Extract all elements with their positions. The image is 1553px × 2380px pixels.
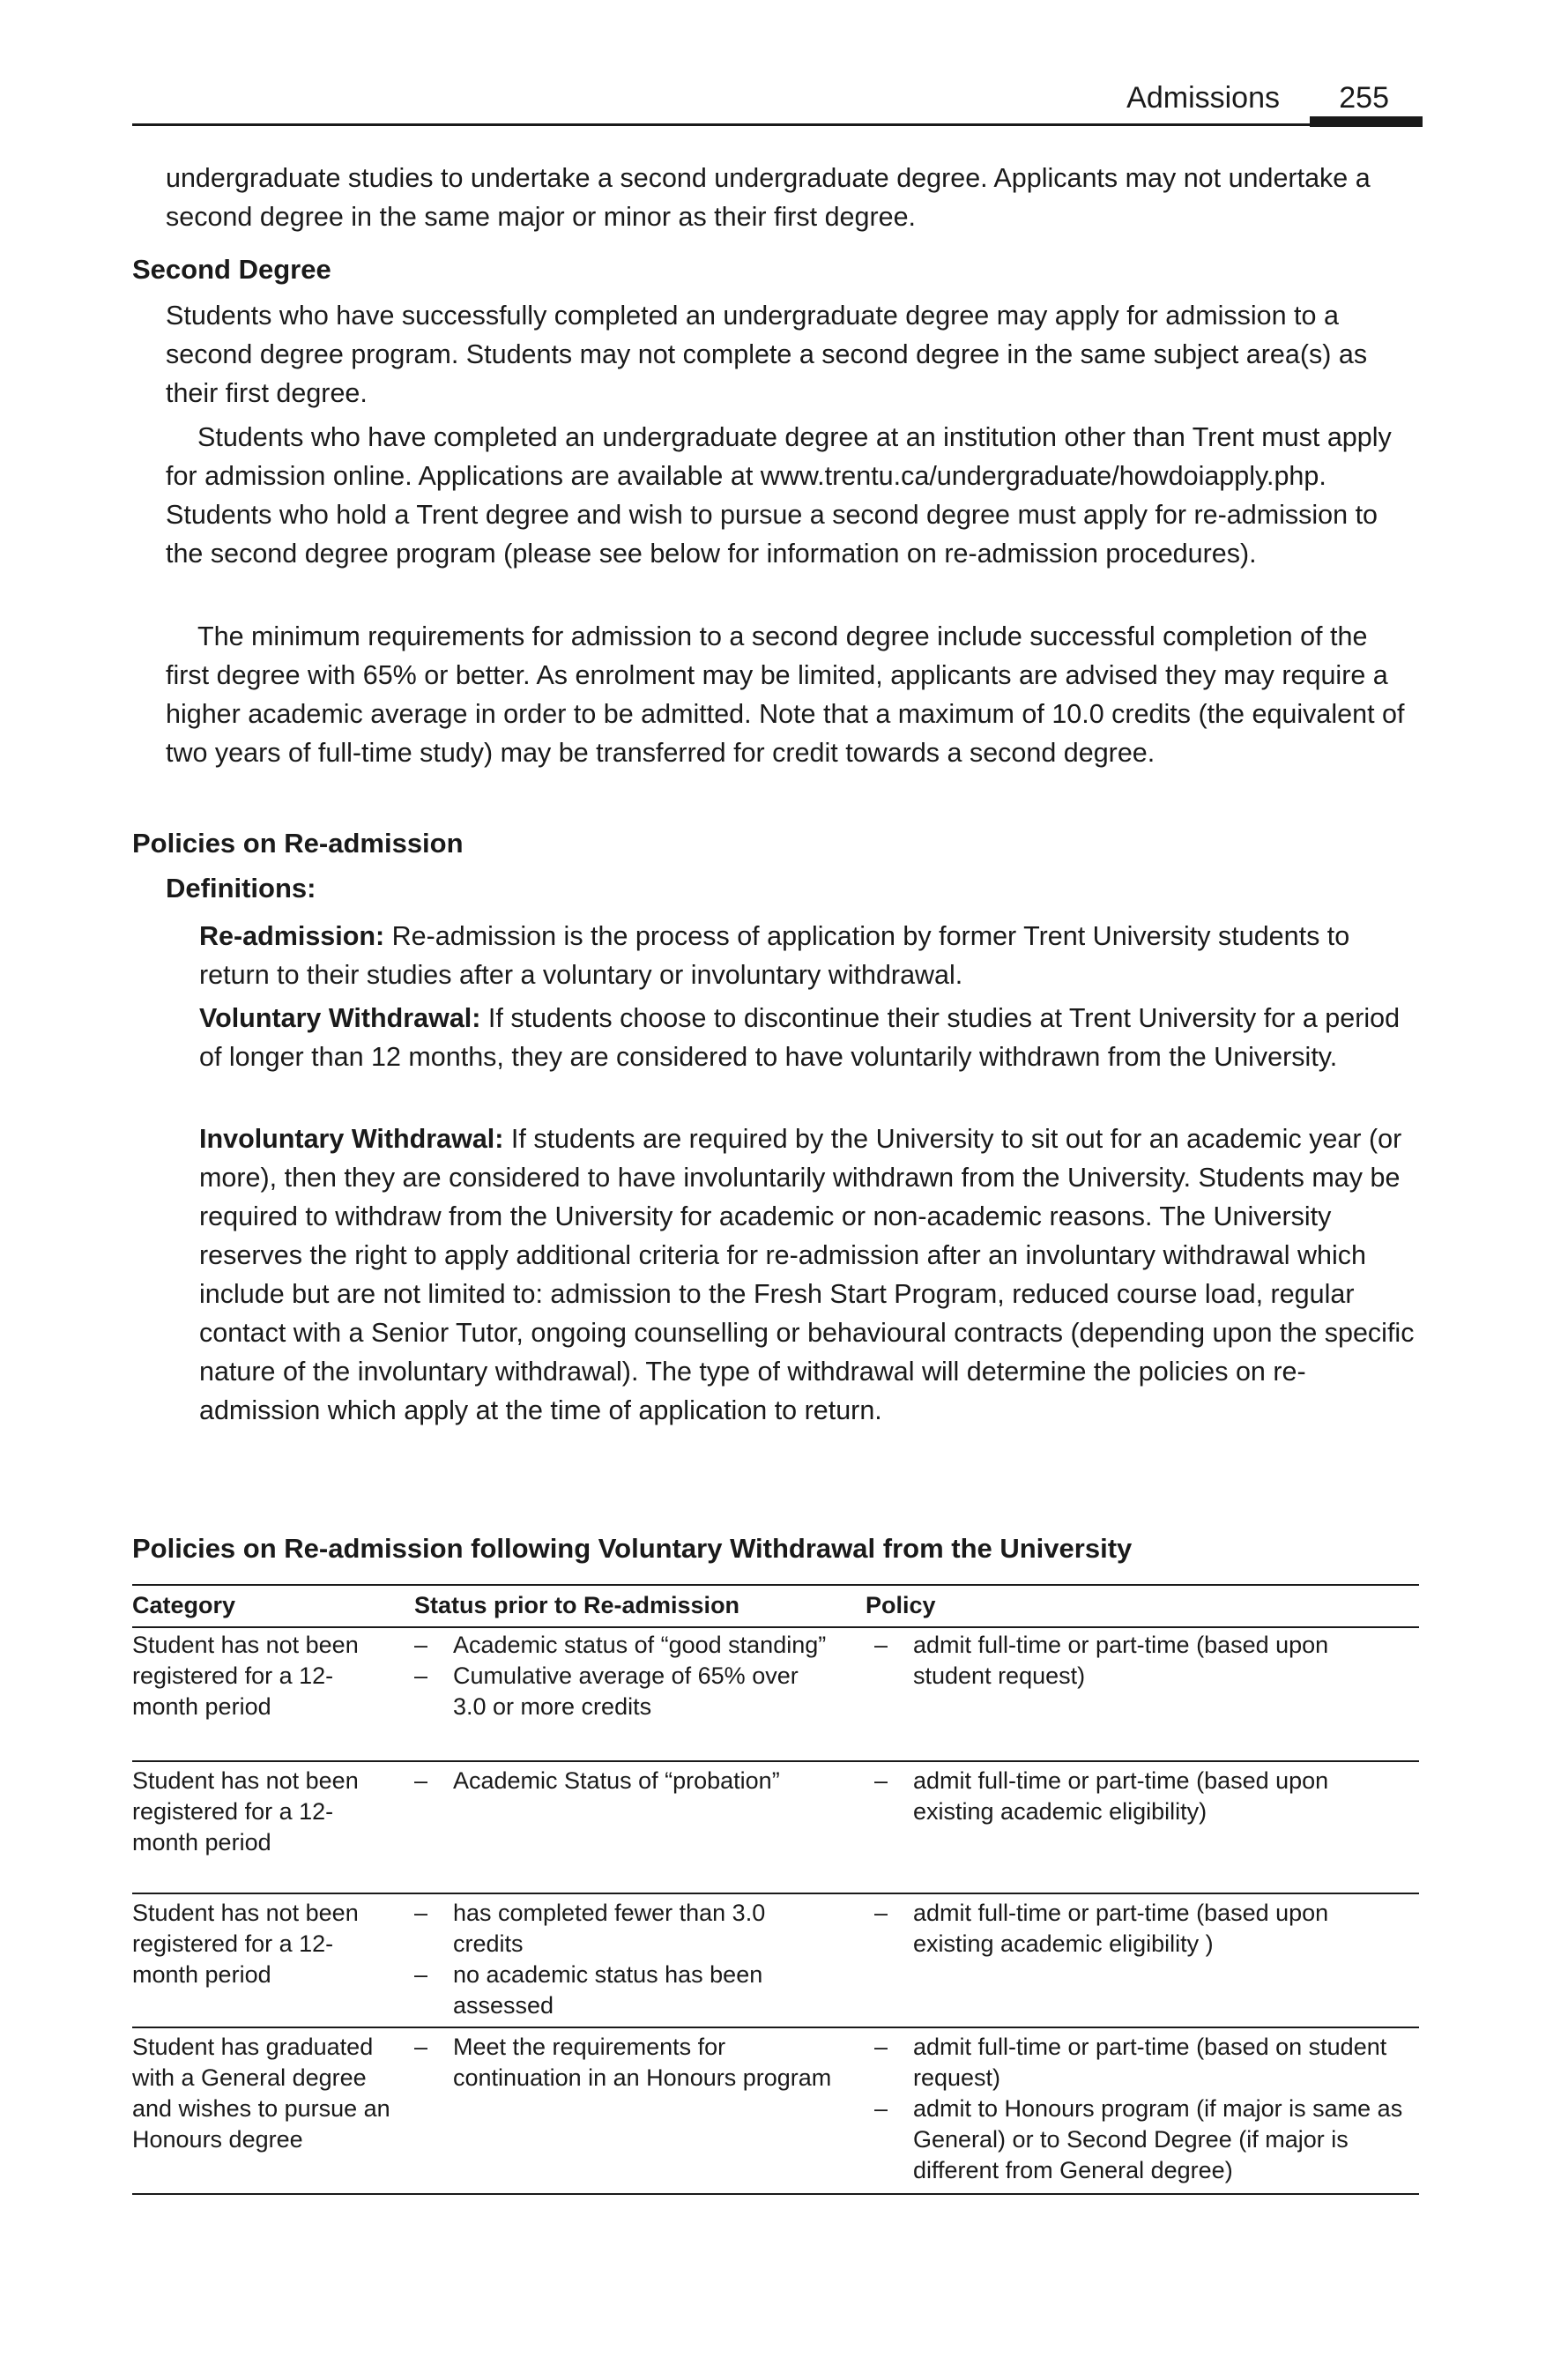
table-header-row bbox=[132, 1584, 1419, 1628]
intro-paragraph: undergraduate studies to undertake a second undergraduate degree. Applicants may not undertake a second degree in the same major or minor as their first degree. bbox=[166, 163, 1371, 232]
cell-policy bbox=[874, 1630, 1419, 1692]
definition-involuntary-withdrawal bbox=[199, 1119, 1416, 1430]
header-section-title: Admissions bbox=[1126, 81, 1280, 115]
cell-status bbox=[414, 1630, 866, 1722]
cell-policy bbox=[874, 1898, 1419, 1960]
status-item: – Meet the requirements for continuation in an Honours program bbox=[414, 2034, 832, 2091]
cell-category: Student has not been registered for a 12-month period bbox=[132, 1632, 359, 1720]
definitions-subheading: Definitions: bbox=[166, 873, 316, 904]
second-degree-paragraph-3: The minimum requirements for admission to a second degree include successful completion of the first degree with 65% or better. As enrolment may be limited, applicants are advised they may require a higher academic average in order to be admitted. Note that a maximum of 10.0 credits (the equivalent of two years of full-time study) may be transferred for credit towards a second degree. bbox=[166, 621, 1405, 768]
cell-policy bbox=[874, 2032, 1419, 2186]
header-tab-bar bbox=[1310, 116, 1423, 127]
definition-text: If students choose to discontinue their studies at Trent University for a period of longer than 12 months, they are considered to have voluntarily withdrawn from the University. bbox=[199, 1003, 1401, 1072]
definition-term: Re-admission: bbox=[199, 921, 385, 951]
cell-category: Student has not been registered for a 12-month period bbox=[132, 1900, 359, 1988]
policy-item: – admit to Honours program (if major is same as General) or to Second Degree (if major is different from General degree) bbox=[874, 2095, 1403, 2183]
definition-term: Voluntary Withdrawal: bbox=[199, 1003, 481, 1033]
definition-readmission bbox=[199, 917, 1416, 994]
second-degree-paragraph-2: Students who have completed an undergraduate degree at an institution other than Trent must apply for admission online. Applications are available at www.trentu.ca/undergraduate/howdoiapply.php. Students who hold a Trent degree and wish to pursue a second degree must apply for re-admission to the second degree program (please see below for information on re-admission procedures). bbox=[166, 422, 1392, 569]
status-item: – Academic status of “good standing” bbox=[414, 1632, 827, 1658]
cell-category: Student has not been registered for a 12-month period bbox=[132, 1767, 359, 1856]
column-header-policy: Policy bbox=[866, 1592, 936, 1618]
column-header-status: Status prior to Re-admission bbox=[414, 1592, 740, 1618]
status-item: – Academic Status of “probation” bbox=[414, 1767, 780, 1794]
definition-term: Involuntary Withdrawal: bbox=[199, 1124, 504, 1154]
table-row bbox=[132, 1630, 1419, 1762]
policy-item: – admit full-time or part-time (based upon existing academic eligibility) bbox=[874, 1767, 1329, 1825]
table-row bbox=[132, 1766, 1419, 1894]
definition-text: If students are required by the University to sit out for an academic year (or more), then they are considered to have involuntarily withdrawn from the University. Students may be required to withdraw from the University for academic or non-academic reasons. The University reserves the right to apply additional criteria for re-admission after an involuntary withdrawal which include but are not limited to: admission to the Fresh Start Program, reduced course load, regular contact with a Senior Tutor, ongoing counselling or behavioural contracts (depending upon the specific nature of the involuntary withdrawal). The type of withdrawal will determine the policies on re-admission which apply at the time of application to return. bbox=[199, 1124, 1415, 1425]
policy-item: – admit full-time or part-time (based upon existing academic eligibility ) bbox=[874, 1900, 1329, 1957]
status-item: – Cumulative average of 65% over 3.0 or more credits bbox=[414, 1662, 799, 1720]
status-item: – has completed fewer than 3.0 credits bbox=[414, 1900, 766, 1957]
definition-text: Re-admission is the process of application by former Trent University students to return to their studies after a voluntary or involuntary withdrawal. bbox=[199, 921, 1350, 990]
running-header bbox=[132, 78, 1419, 126]
cell-policy bbox=[874, 1766, 1419, 1827]
second-degree-heading: Second Degree bbox=[132, 254, 331, 285]
table-title: Policies on Re-admission following Voluntary Withdrawal from the University bbox=[132, 1533, 1133, 1564]
readmission-heading: Policies on Re-admission bbox=[132, 828, 464, 859]
cell-status bbox=[414, 1898, 866, 2021]
header-page-number: 255 bbox=[1339, 81, 1389, 115]
policy-item: – admit full-time or part-time (based upon student request) bbox=[874, 1632, 1329, 1689]
status-item: – no academic status has been assessed bbox=[414, 1961, 763, 2019]
cell-status bbox=[414, 1766, 866, 1796]
table-row bbox=[132, 1898, 1419, 2028]
cell-category: Student has graduated with a General degree and wishes to pursue an Honours degree bbox=[132, 2034, 390, 2153]
column-header-category: Category bbox=[132, 1592, 236, 1618]
definition-voluntary-withdrawal bbox=[199, 999, 1416, 1076]
second-degree-paragraph-1: Students who have successfully completed an undergraduate degree may apply for admission to a second degree program. Students may not complete a second degree in the same subject area(s) as their first degree. bbox=[166, 301, 1368, 408]
policy-item: – admit full-time or part-time (based on student request) bbox=[874, 2034, 1387, 2091]
cell-status bbox=[414, 2032, 866, 2094]
table-row bbox=[132, 2032, 1419, 2195]
